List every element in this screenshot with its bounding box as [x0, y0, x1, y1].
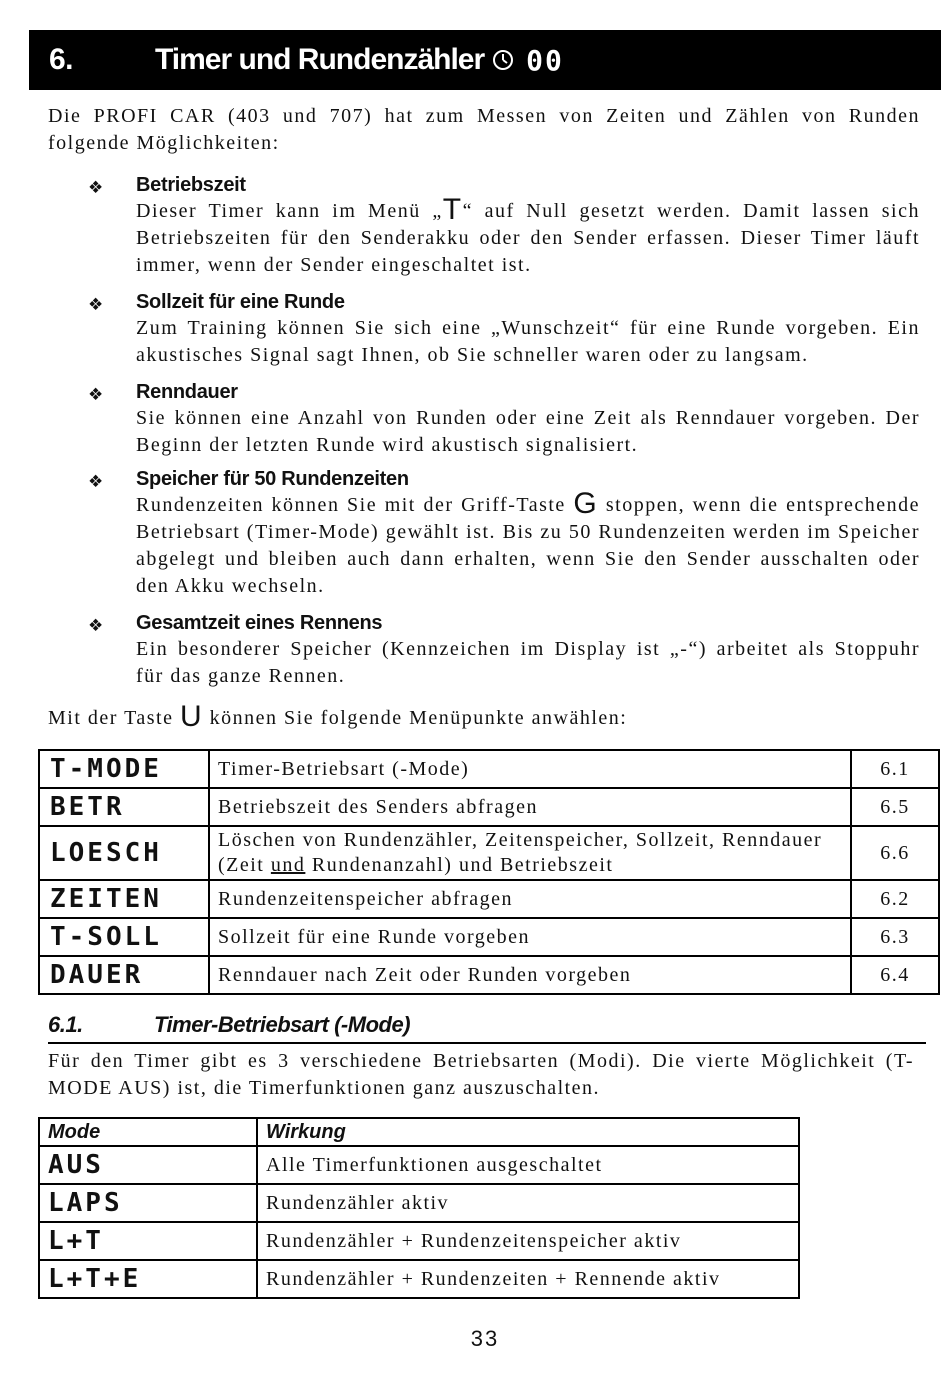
item-body: Dieser Timer kann im Menü „T“ auf Null gesetzt werden. Damit lassen sich Betriebszeiten für den Senderakku oder den Sender erfassen. Dieser Timer läuft immer, wenn der Sender eingeschaltet ist. — [136, 193, 920, 276]
menu-ref: 6.2 — [851, 880, 939, 918]
menu-desc: Löschen von Rundenzähler, Zeitenspeicher, Sollzeit, Renndauer (Zeit und Rundenanzahl) und Betriebszeit — [209, 826, 851, 880]
diamond-bullet-icon: ❖ — [88, 472, 104, 492]
menu-code: BETR — [39, 788, 209, 826]
mode-table — [38, 1117, 800, 1299]
column-header: Wirkung — [257, 1118, 799, 1146]
item-heading: Betriebszeit — [136, 174, 246, 196]
key-u-icon: U — [180, 700, 204, 733]
menu-desc: Betriebszeit des Senders abfragen — [209, 788, 851, 826]
menu-ref: 6.6 — [851, 826, 939, 880]
item-body: Zum Training können Sie sich eine „Wunschzeit“ für eine Runde vorgeben. Ein akustisches Signal sagt Ihnen, ob Sie schneller waren oder zu langsam. — [136, 317, 920, 366]
diamond-bullet-icon: ❖ — [88, 385, 104, 405]
chapter-header — [29, 30, 941, 90]
column-header: Mode — [39, 1118, 257, 1146]
menu-intro: Mit der Taste U können Sie folgende Menüpunkte anwählen: — [48, 700, 628, 733]
item-heading: Renndauer — [136, 381, 238, 403]
section-number: 6.1. — [48, 1012, 83, 1037]
item-heading: Sollzeit für eine Runde — [136, 291, 345, 313]
mode-desc: Rundenzähler + Rundenzeitenspeicher aktiv — [257, 1222, 799, 1260]
diamond-bullet-icon: ❖ — [88, 178, 104, 198]
item-body: Rundenzeiten können Sie mit der Griff-Taste G stoppen, wenn die entsprechende Betriebsart (Timer-Mode) gewählt ist. Bis zu 50 Rundenzeiten werden im Speicher abgelegt und bleiben auch dann erhalten, wenn Sie den Sender ausschalten oder den Akku wechseln. — [136, 487, 921, 597]
chapter-number: 6. — [49, 43, 74, 76]
menu-code: T-MODE — [39, 750, 209, 788]
table-row — [39, 880, 939, 918]
menu-table — [38, 749, 940, 995]
clock-icon — [492, 49, 514, 71]
chapter-title: Timer und Rundenzähler — [155, 43, 485, 76]
menu-desc: Sollzeit für eine Runde vorgeben — [209, 918, 851, 956]
list-item — [136, 466, 920, 600]
item-heading: Gesamtzeit eines Rennens — [136, 612, 383, 634]
mode-desc: Rundenzähler + Rundenzeiten + Rennende aktiv — [257, 1260, 799, 1298]
section-text: Für den Timer gibt es 3 verschiedene Betriebsarten (Modi). Die vierte Möglichkeit (T-MODE AUS) ist, die Timerfunktionen ganz auszuschalten. — [48, 1050, 914, 1099]
item-body: Sie können eine Anzahl von Runden oder eine Zeit als Renndauer vorgeben. Der Beginn der letzten Runde wird akustisch signalisiert. — [136, 407, 920, 456]
key-g-icon: G — [573, 487, 599, 520]
mode-code: L+T+E — [39, 1260, 257, 1298]
list-item — [136, 610, 920, 690]
list-item — [136, 289, 920, 369]
menu-ref: 6.3 — [851, 918, 939, 956]
section-heading — [48, 1012, 926, 1044]
item-body: Ein besonderer Speicher (Kennzeichen im Display ist „-“) arbeitet als Stoppuhr für das ganze Rennen. — [136, 638, 920, 687]
menu-desc: Timer-Betriebsart (-Mode) — [209, 750, 851, 788]
menu-desc: Rundenzeitenspeicher abfragen — [209, 880, 851, 918]
menu-ref: 6.5 — [851, 788, 939, 826]
table-row — [39, 1184, 799, 1222]
table-row — [39, 1222, 799, 1260]
table-row — [39, 750, 939, 788]
intro-text: Die PROFI CAR (403 und 707) hat zum Messen von Zeiten und Zählen von Runden folgende Möglichkeiten: — [48, 105, 920, 154]
table-row — [39, 826, 939, 880]
lap-counter-icon: 00 — [526, 43, 564, 77]
table-row — [39, 1260, 799, 1298]
menu-code: ZEITEN — [39, 880, 209, 918]
mode-code: LAPS — [39, 1184, 257, 1222]
menu-desc: Renndauer nach Zeit oder Runden vorgeben — [209, 956, 851, 994]
list-item — [136, 379, 920, 459]
menu-ref: 6.4 — [851, 956, 939, 994]
table-row — [39, 956, 939, 994]
table-row — [39, 788, 939, 826]
table-row — [39, 918, 939, 956]
menu-code: T-SOLL — [39, 918, 209, 956]
diamond-bullet-icon: ❖ — [88, 295, 104, 315]
menu-code: DAUER — [39, 956, 209, 994]
mode-code: L+T — [39, 1222, 257, 1260]
mode-desc: Rundenzähler aktiv — [257, 1184, 799, 1222]
table-row — [39, 1146, 799, 1184]
key-t-icon: T — [442, 193, 463, 226]
item-heading: Speicher für 50 Rundenzeiten — [136, 468, 409, 490]
diamond-bullet-icon: ❖ — [88, 616, 104, 636]
mode-code: AUS — [39, 1146, 257, 1184]
list-item — [136, 172, 920, 279]
mode-desc: Alle Timerfunktionen ausgeschaltet — [257, 1146, 799, 1184]
menu-code: LOESCH — [39, 826, 209, 880]
section-title: Timer-Betriebsart (-Mode) — [154, 1012, 411, 1037]
menu-ref: 6.1 — [851, 750, 939, 788]
page-number: 33 — [470, 1326, 500, 1351]
table-header-row — [39, 1118, 799, 1146]
